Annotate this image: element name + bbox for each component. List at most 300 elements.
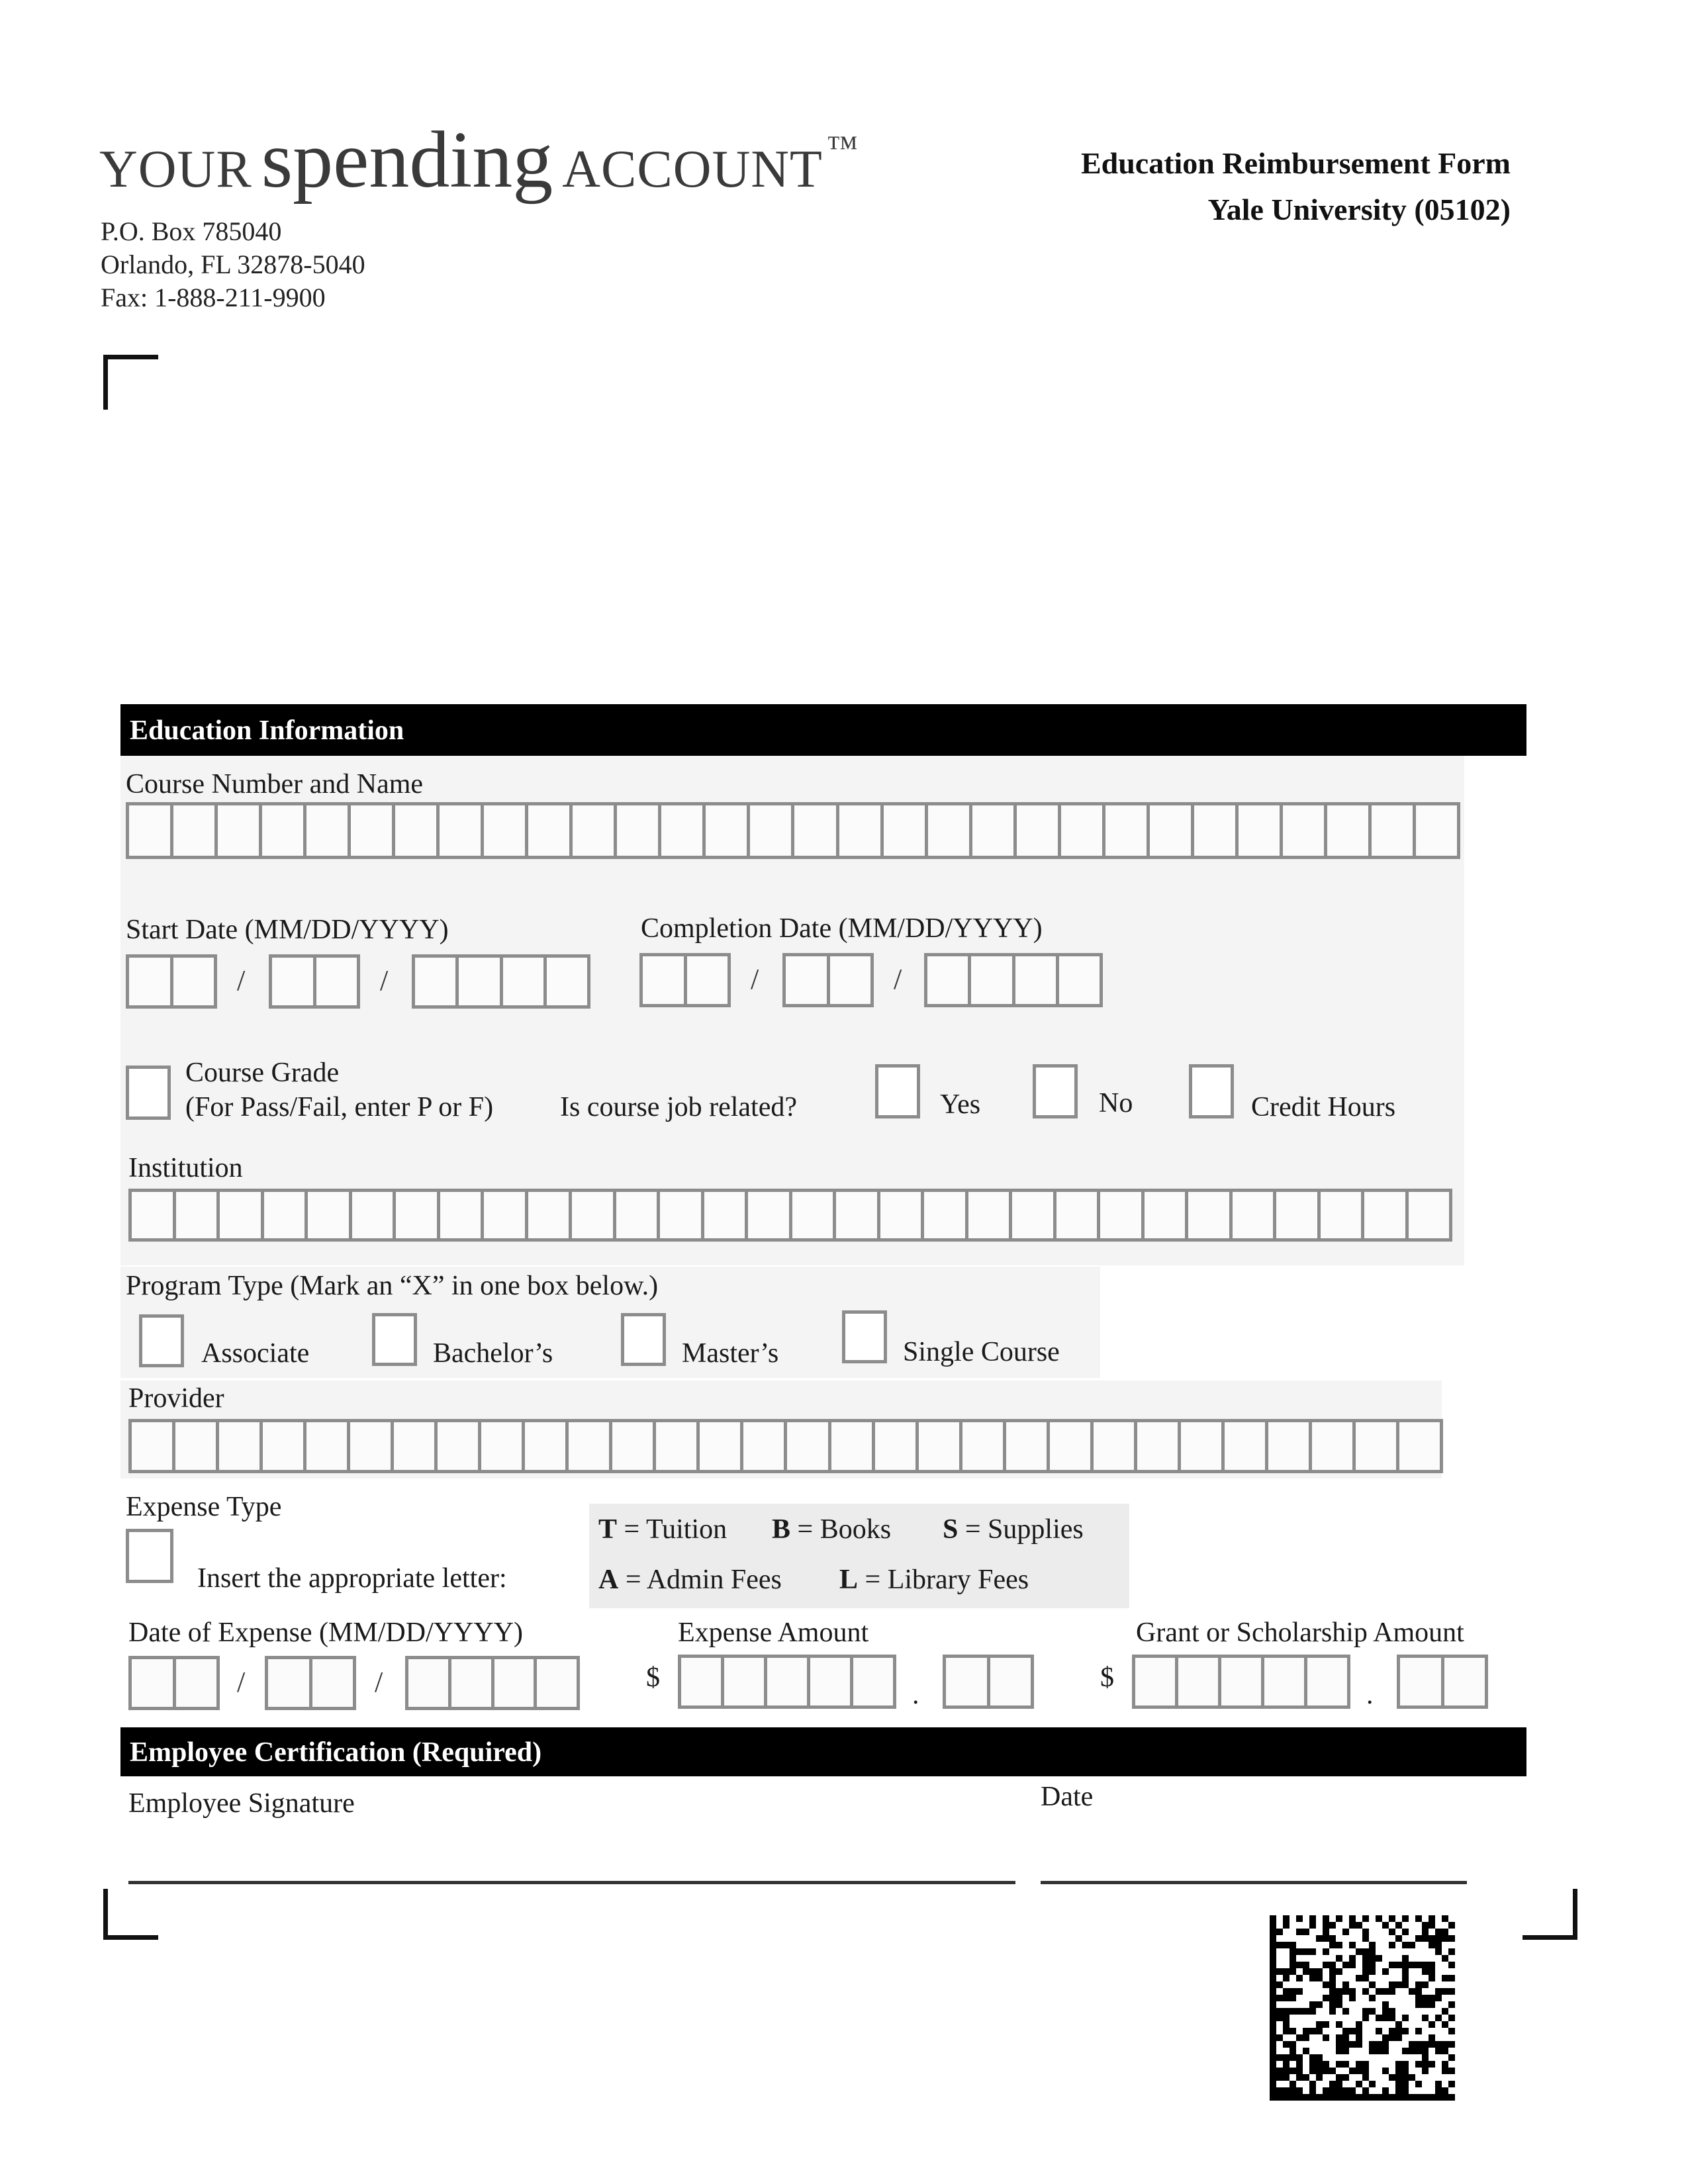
barcode-module [1336, 2061, 1342, 2068]
grant-amount-label: Grant or Scholarship Amount [1136, 1617, 1464, 1648]
barcode-module [1270, 1948, 1276, 1955]
char-cell[interactable] [1097, 1189, 1145, 1242]
char-cell[interactable] [455, 954, 502, 1009]
expense-amount-label: Expense Amount [678, 1617, 869, 1648]
program-masters-checkbox[interactable] [621, 1313, 666, 1366]
barcode-module [1402, 1929, 1409, 1935]
completion-date-label: Completion Date (MM/DD/YYYY) [641, 913, 1043, 944]
barcode-module [1356, 2034, 1362, 2041]
char-cell[interactable] [412, 954, 459, 1009]
barcode-module [1296, 2068, 1303, 2074]
barcode-module [1342, 1929, 1349, 1935]
barcode-module [1349, 2094, 1356, 2101]
barcode-module [1422, 2061, 1429, 2068]
char-cell[interactable] [170, 802, 218, 859]
institution-field[interactable] [128, 1189, 1452, 1242]
char-cell[interactable] [1352, 1419, 1399, 1473]
char-cell[interactable] [491, 1656, 538, 1710]
barcode-module [1429, 1935, 1435, 1942]
barcode-module [1395, 2068, 1402, 2074]
barcode-module [1283, 2094, 1289, 2101]
barcode-module [1276, 2074, 1283, 2081]
barcode-module [1415, 1988, 1422, 1995]
barcode-module [1349, 2041, 1356, 2048]
char-cell[interactable] [1132, 1655, 1178, 1709]
barcode-module [1270, 2028, 1276, 2034]
char-cell[interactable] [216, 1419, 263, 1473]
barcode-module [1309, 2028, 1316, 2034]
char-cell[interactable] [348, 802, 395, 859]
char-cell[interactable] [639, 953, 687, 1007]
char-cell[interactable] [614, 802, 661, 859]
barcode-module [1435, 2094, 1442, 2101]
char-cell[interactable] [349, 1189, 397, 1242]
barcode-module [1448, 2094, 1455, 2101]
char-cell[interactable] [347, 1419, 394, 1473]
char-cell[interactable] [915, 1419, 962, 1473]
barcode-module [1369, 1995, 1376, 2001]
char-cell[interactable] [807, 1655, 853, 1709]
barcode-module [1356, 2041, 1362, 2048]
program-single-course-checkbox[interactable] [842, 1310, 887, 1363]
barcode-module [1435, 2081, 1442, 2087]
barcode-module [1415, 1962, 1422, 1968]
course-grade-label: Course Grade [185, 1058, 340, 1088]
char-cell[interactable] [702, 802, 750, 859]
barcode-module [1329, 2087, 1336, 2094]
barcode-module [1289, 2041, 1296, 2048]
barcode-module [1448, 1975, 1455, 1981]
char-cell[interactable] [684, 953, 731, 1007]
char-cell[interactable] [789, 1189, 837, 1242]
char-cell[interactable] [173, 1656, 220, 1710]
char-cell[interactable] [924, 953, 971, 1007]
completion-day-field[interactable] [782, 953, 874, 1007]
char-cell[interactable] [745, 1189, 792, 1242]
char-cell[interactable] [128, 1656, 176, 1710]
barcode-module [1415, 1995, 1422, 2001]
start-day-field[interactable] [269, 954, 360, 1009]
char-cell[interactable] [305, 1189, 352, 1242]
char-cell[interactable] [968, 953, 1015, 1007]
barcode-module [1402, 2061, 1409, 2068]
course-grade-box[interactable] [126, 1066, 171, 1120]
char-cell[interactable] [1218, 1655, 1264, 1709]
program-type-label: Program Type (Mark an “X” in one box below.) [126, 1271, 659, 1301]
grant-amount-cents-field[interactable] [1397, 1655, 1488, 1709]
barcode-module [1389, 2015, 1395, 2021]
char-cell[interactable] [1003, 1419, 1050, 1473]
char-cell[interactable] [434, 1419, 481, 1473]
char-cell[interactable] [784, 1419, 831, 1473]
char-cell[interactable] [987, 1655, 1035, 1709]
logo-account: ACCOUNT [562, 140, 823, 199]
barcode-module [1276, 1968, 1283, 1975]
barcode-module [1329, 1935, 1336, 1942]
credit-hours-label: Credit Hours [1251, 1092, 1396, 1122]
char-cell[interactable] [740, 1419, 787, 1473]
barcode-module [1309, 2001, 1316, 2008]
char-cell[interactable] [877, 1189, 925, 1242]
char-cell[interactable] [393, 1189, 440, 1242]
char-cell[interactable] [1013, 802, 1061, 859]
program-associate-checkbox[interactable] [139, 1314, 184, 1367]
char-cell[interactable] [653, 1419, 700, 1473]
barcode-module [1376, 1988, 1382, 1995]
char-cell[interactable] [872, 1419, 919, 1473]
char-cell[interactable] [1175, 1655, 1221, 1709]
char-cell[interactable] [613, 1189, 661, 1242]
char-cell[interactable] [1273, 1189, 1321, 1242]
barcode-module [1356, 1975, 1362, 1981]
barcode-module [1270, 1955, 1276, 1962]
barcode-module [1448, 2041, 1455, 2048]
barcode-module [1402, 1968, 1409, 1975]
char-cell[interactable] [214, 802, 262, 859]
char-cell[interactable] [170, 954, 218, 1009]
barcode-module [1382, 1968, 1389, 1975]
barcode-module [1296, 1975, 1303, 1981]
char-cell[interactable] [925, 802, 972, 859]
barcode-module [1336, 1955, 1342, 1962]
barcode-module [1276, 2034, 1283, 2041]
barcode-module [1316, 2054, 1323, 2061]
char-cell[interactable] [172, 1419, 219, 1473]
char-cell[interactable] [1178, 1419, 1225, 1473]
char-cell[interactable] [522, 1419, 569, 1473]
barcode-module [1296, 1929, 1303, 1935]
barcode-module [1289, 1995, 1296, 2001]
barcode-module [1349, 1915, 1356, 1922]
start-year-field[interactable] [412, 954, 590, 1009]
char-cell[interactable] [828, 1419, 875, 1473]
char-cell[interactable] [481, 802, 528, 859]
credit-hours-box[interactable] [1189, 1064, 1234, 1118]
legend-admin-fees: A = Admin Fees [598, 1565, 782, 1595]
barcode-module [1270, 2015, 1276, 2021]
char-cell[interactable] [969, 802, 1017, 859]
institution-label: Institution [128, 1153, 243, 1183]
barcode-module [1435, 2015, 1442, 2021]
barcode-module [1356, 2021, 1362, 2028]
barcode-module [1429, 2021, 1435, 2028]
char-cell[interactable] [259, 1419, 306, 1473]
barcode-module [1356, 2061, 1362, 2068]
char-cell[interactable] [1304, 1655, 1350, 1709]
barcode-module [1283, 2054, 1289, 2061]
barcode-module [1362, 1948, 1369, 1955]
char-cell[interactable] [405, 1656, 451, 1710]
char-cell[interactable] [1102, 802, 1150, 859]
char-cell[interactable] [126, 954, 173, 1009]
char-cell[interactable] [836, 802, 884, 859]
char-cell[interactable] [565, 1419, 612, 1473]
barcode-module [1283, 1995, 1289, 2001]
char-cell[interactable] [128, 1189, 176, 1242]
barcode-module [1323, 2061, 1329, 2068]
char-cell[interactable] [391, 1419, 438, 1473]
char-cell[interactable] [943, 1655, 990, 1709]
barcode-module [1303, 1968, 1309, 1975]
barcode-module [1283, 2061, 1289, 2068]
char-cell[interactable] [303, 802, 351, 859]
char-cell[interactable] [764, 1655, 810, 1709]
char-cell[interactable] [1405, 1189, 1453, 1242]
barcode-module [1389, 2034, 1395, 2041]
char-cell[interactable] [1134, 1419, 1181, 1473]
char-cell[interactable] [1280, 802, 1327, 859]
char-cell[interactable] [657, 1189, 704, 1242]
char-cell[interactable] [1317, 1189, 1365, 1242]
barcode-module [1448, 2028, 1455, 2034]
job-related-yes-checkbox[interactable] [875, 1064, 920, 1118]
barcode-module [1289, 2008, 1296, 2015]
legend-tuition: T = Tuition [598, 1514, 727, 1545]
program-bachelors-checkbox[interactable] [372, 1313, 417, 1366]
barcode-module [1289, 1955, 1296, 1962]
barcode-module [1429, 1922, 1435, 1929]
char-cell[interactable] [216, 1189, 264, 1242]
barcode-module [1289, 2048, 1296, 2054]
barcode-module [1349, 2087, 1356, 2094]
barcode-module [1402, 2094, 1409, 2101]
char-cell[interactable] [880, 802, 928, 859]
expense-type-box[interactable] [126, 1529, 173, 1583]
barcode-module [1336, 2081, 1342, 2087]
barcode-module [1448, 1948, 1455, 1955]
barcode-module [1442, 2068, 1448, 2074]
char-cell[interactable] [658, 802, 706, 859]
certification-section-header: Employee Certification (Required) [120, 1727, 1526, 1776]
barcode-module [1422, 2001, 1429, 2008]
barcode-module [1342, 1981, 1349, 1988]
barcode-module [1402, 1975, 1409, 1981]
barcode-module [1376, 1955, 1382, 1962]
date-line[interactable] [1041, 1881, 1467, 1884]
barcode-module [1402, 1981, 1409, 1988]
char-cell[interactable] [1413, 802, 1460, 859]
barcode-module [1442, 1935, 1448, 1942]
char-cell[interactable] [481, 1189, 528, 1242]
barcode-module [1276, 1929, 1283, 1935]
char-cell[interactable] [265, 1656, 312, 1710]
char-cell[interactable] [850, 1655, 896, 1709]
expense-amount-dollars-field[interactable] [678, 1655, 896, 1709]
expense-amount-cents-field[interactable] [943, 1655, 1034, 1709]
barcode-module [1429, 1995, 1435, 2001]
completion-year-field[interactable] [924, 953, 1103, 1007]
barcode-module [1448, 2001, 1455, 2008]
barcode-module [1270, 1922, 1276, 1929]
char-cell[interactable] [126, 802, 173, 859]
char-cell[interactable] [569, 1189, 616, 1242]
barcode-module [1442, 1975, 1448, 1981]
char-cell[interactable] [678, 1655, 724, 1709]
barcode-module [1303, 1948, 1309, 1955]
barcode-module [1323, 1962, 1329, 1968]
char-cell[interactable] [1047, 1419, 1094, 1473]
char-cell[interactable] [721, 1655, 767, 1709]
barcode-module [1270, 2081, 1276, 2087]
barcode-module [1342, 2028, 1349, 2034]
char-cell[interactable] [500, 954, 547, 1009]
barcode-module [1270, 1981, 1276, 1988]
expense-year-field[interactable] [405, 1656, 580, 1710]
course-number-name-field[interactable] [126, 802, 1460, 859]
char-cell[interactable] [1185, 1189, 1233, 1242]
barcode-module [1429, 2001, 1435, 2008]
char-cell[interactable] [747, 802, 794, 859]
expense-day-field[interactable] [265, 1656, 356, 1710]
expense-month-field[interactable] [128, 1656, 220, 1710]
char-cell[interactable] [392, 802, 440, 859]
barcode-module [1429, 1915, 1435, 1922]
provider-field[interactable] [128, 1419, 1443, 1473]
char-cell[interactable] [782, 953, 830, 1007]
barcode-module [1395, 1935, 1402, 1942]
char-cell[interactable] [1324, 802, 1372, 859]
char-cell[interactable] [1147, 802, 1194, 859]
char-cell[interactable] [525, 802, 573, 859]
signature-line[interactable] [128, 1881, 1015, 1884]
barcode-module [1283, 1975, 1289, 1981]
char-cell[interactable] [1053, 1189, 1101, 1242]
char-cell[interactable] [259, 802, 306, 859]
char-cell[interactable] [543, 954, 590, 1009]
crop-mark-bottom-right [1523, 1889, 1577, 1940]
barcode-module [1270, 2048, 1276, 2054]
barcode-module [1276, 1995, 1283, 2001]
char-cell[interactable] [478, 1419, 525, 1473]
barcode-module [1342, 2034, 1349, 2041]
char-cell[interactable] [261, 1189, 308, 1242]
char-cell[interactable] [609, 1419, 656, 1473]
barcode-module [1442, 2021, 1448, 2028]
barcode-module [1316, 2021, 1323, 2028]
barcode-module [1283, 2028, 1289, 2034]
char-cell[interactable] [1361, 1189, 1409, 1242]
barcode-module [1283, 1942, 1289, 1948]
logo-spending: spending [261, 115, 553, 205]
barcode-module [1349, 1995, 1356, 2001]
char-cell[interactable] [827, 953, 874, 1007]
crop-mark-bottom-left [103, 1889, 158, 1940]
barcode-module [1442, 2087, 1448, 2094]
char-cell[interactable] [1261, 1655, 1307, 1709]
char-cell[interactable] [1221, 1419, 1268, 1473]
char-cell[interactable] [959, 1419, 1006, 1473]
char-cell[interactable] [833, 1189, 880, 1242]
barcode-module [1435, 2048, 1442, 2054]
char-cell[interactable] [1309, 1419, 1356, 1473]
barcode-module [1303, 2048, 1309, 2054]
barcode-module [1276, 2068, 1283, 2074]
char-cell[interactable] [1441, 1655, 1489, 1709]
char-cell[interactable] [313, 954, 361, 1009]
barcode-module [1316, 2001, 1323, 2008]
char-cell[interactable] [1396, 1419, 1443, 1473]
barcode-module [1309, 1975, 1316, 1981]
char-cell[interactable] [1191, 802, 1239, 859]
char-cell[interactable] [1141, 1189, 1189, 1242]
char-cell[interactable] [525, 1189, 573, 1242]
char-cell[interactable] [1058, 802, 1105, 859]
barcode-module [1283, 1922, 1289, 1929]
barcode-module [1296, 1915, 1303, 1922]
char-cell[interactable] [1012, 953, 1059, 1007]
barcode-module [1296, 2061, 1303, 2068]
barcode-module [1422, 1935, 1429, 1942]
barcode-module [1342, 2061, 1349, 2068]
barcode-module [1435, 2041, 1442, 2048]
char-cell[interactable] [534, 1656, 580, 1710]
barcode-module [1448, 2081, 1455, 2087]
barcode-module [1382, 2094, 1389, 2101]
barcode-module [1323, 1922, 1329, 1929]
barcode-module [1309, 2094, 1316, 2101]
job-related-no-checkbox[interactable] [1033, 1064, 1078, 1118]
completion-month-field[interactable] [639, 953, 731, 1007]
char-cell[interactable] [1235, 802, 1283, 859]
char-cell[interactable] [269, 954, 316, 1009]
char-cell[interactable] [303, 1419, 350, 1473]
barcode-module [1329, 1975, 1336, 1981]
char-cell[interactable] [448, 1656, 494, 1710]
char-cell[interactable] [696, 1419, 743, 1473]
char-cell[interactable] [1056, 953, 1103, 1007]
barcode-module [1429, 1962, 1435, 1968]
char-cell[interactable] [1009, 1189, 1056, 1242]
barcode-module [1289, 2028, 1296, 2034]
barcode-module [1369, 1962, 1376, 1968]
char-cell[interactable] [128, 1419, 175, 1473]
barcode-module [1283, 2015, 1289, 2021]
char-cell[interactable] [701, 1189, 749, 1242]
crop-mark-top-left [103, 355, 158, 410]
barcode-module [1336, 1995, 1342, 2001]
barcode-module [1289, 2081, 1296, 2087]
char-cell[interactable] [309, 1656, 357, 1710]
barcode-module [1415, 2041, 1422, 2048]
char-cell[interactable] [569, 802, 617, 859]
barcode-module [1283, 1915, 1289, 1922]
char-cell[interactable] [173, 1189, 220, 1242]
char-cell[interactable] [1090, 1419, 1137, 1473]
char-cell[interactable] [1397, 1655, 1444, 1709]
barcode-module [1435, 2087, 1442, 2094]
char-cell[interactable] [436, 802, 484, 859]
barcode-module [1336, 2021, 1342, 2028]
barcode-module [1309, 1968, 1316, 1975]
barcode-module [1356, 2081, 1362, 2087]
char-cell[interactable] [1368, 802, 1416, 859]
char-cell[interactable] [965, 1189, 1013, 1242]
char-cell[interactable] [1229, 1189, 1277, 1242]
barcode-module [1429, 2061, 1435, 2068]
char-cell[interactable] [1265, 1419, 1312, 1473]
grant-amount-dollars-field[interactable] [1132, 1655, 1350, 1709]
barcode-module [1422, 1968, 1429, 1975]
barcode-module [1435, 1935, 1442, 1942]
barcode-module [1303, 2074, 1309, 2081]
char-cell[interactable] [921, 1189, 968, 1242]
char-cell[interactable] [791, 802, 839, 859]
start-month-field[interactable] [126, 954, 217, 1009]
barcode-module [1402, 2087, 1409, 2094]
char-cell[interactable] [437, 1189, 485, 1242]
expense-type-label: Expense Type [126, 1492, 282, 1522]
barcode-module [1336, 1915, 1342, 1922]
